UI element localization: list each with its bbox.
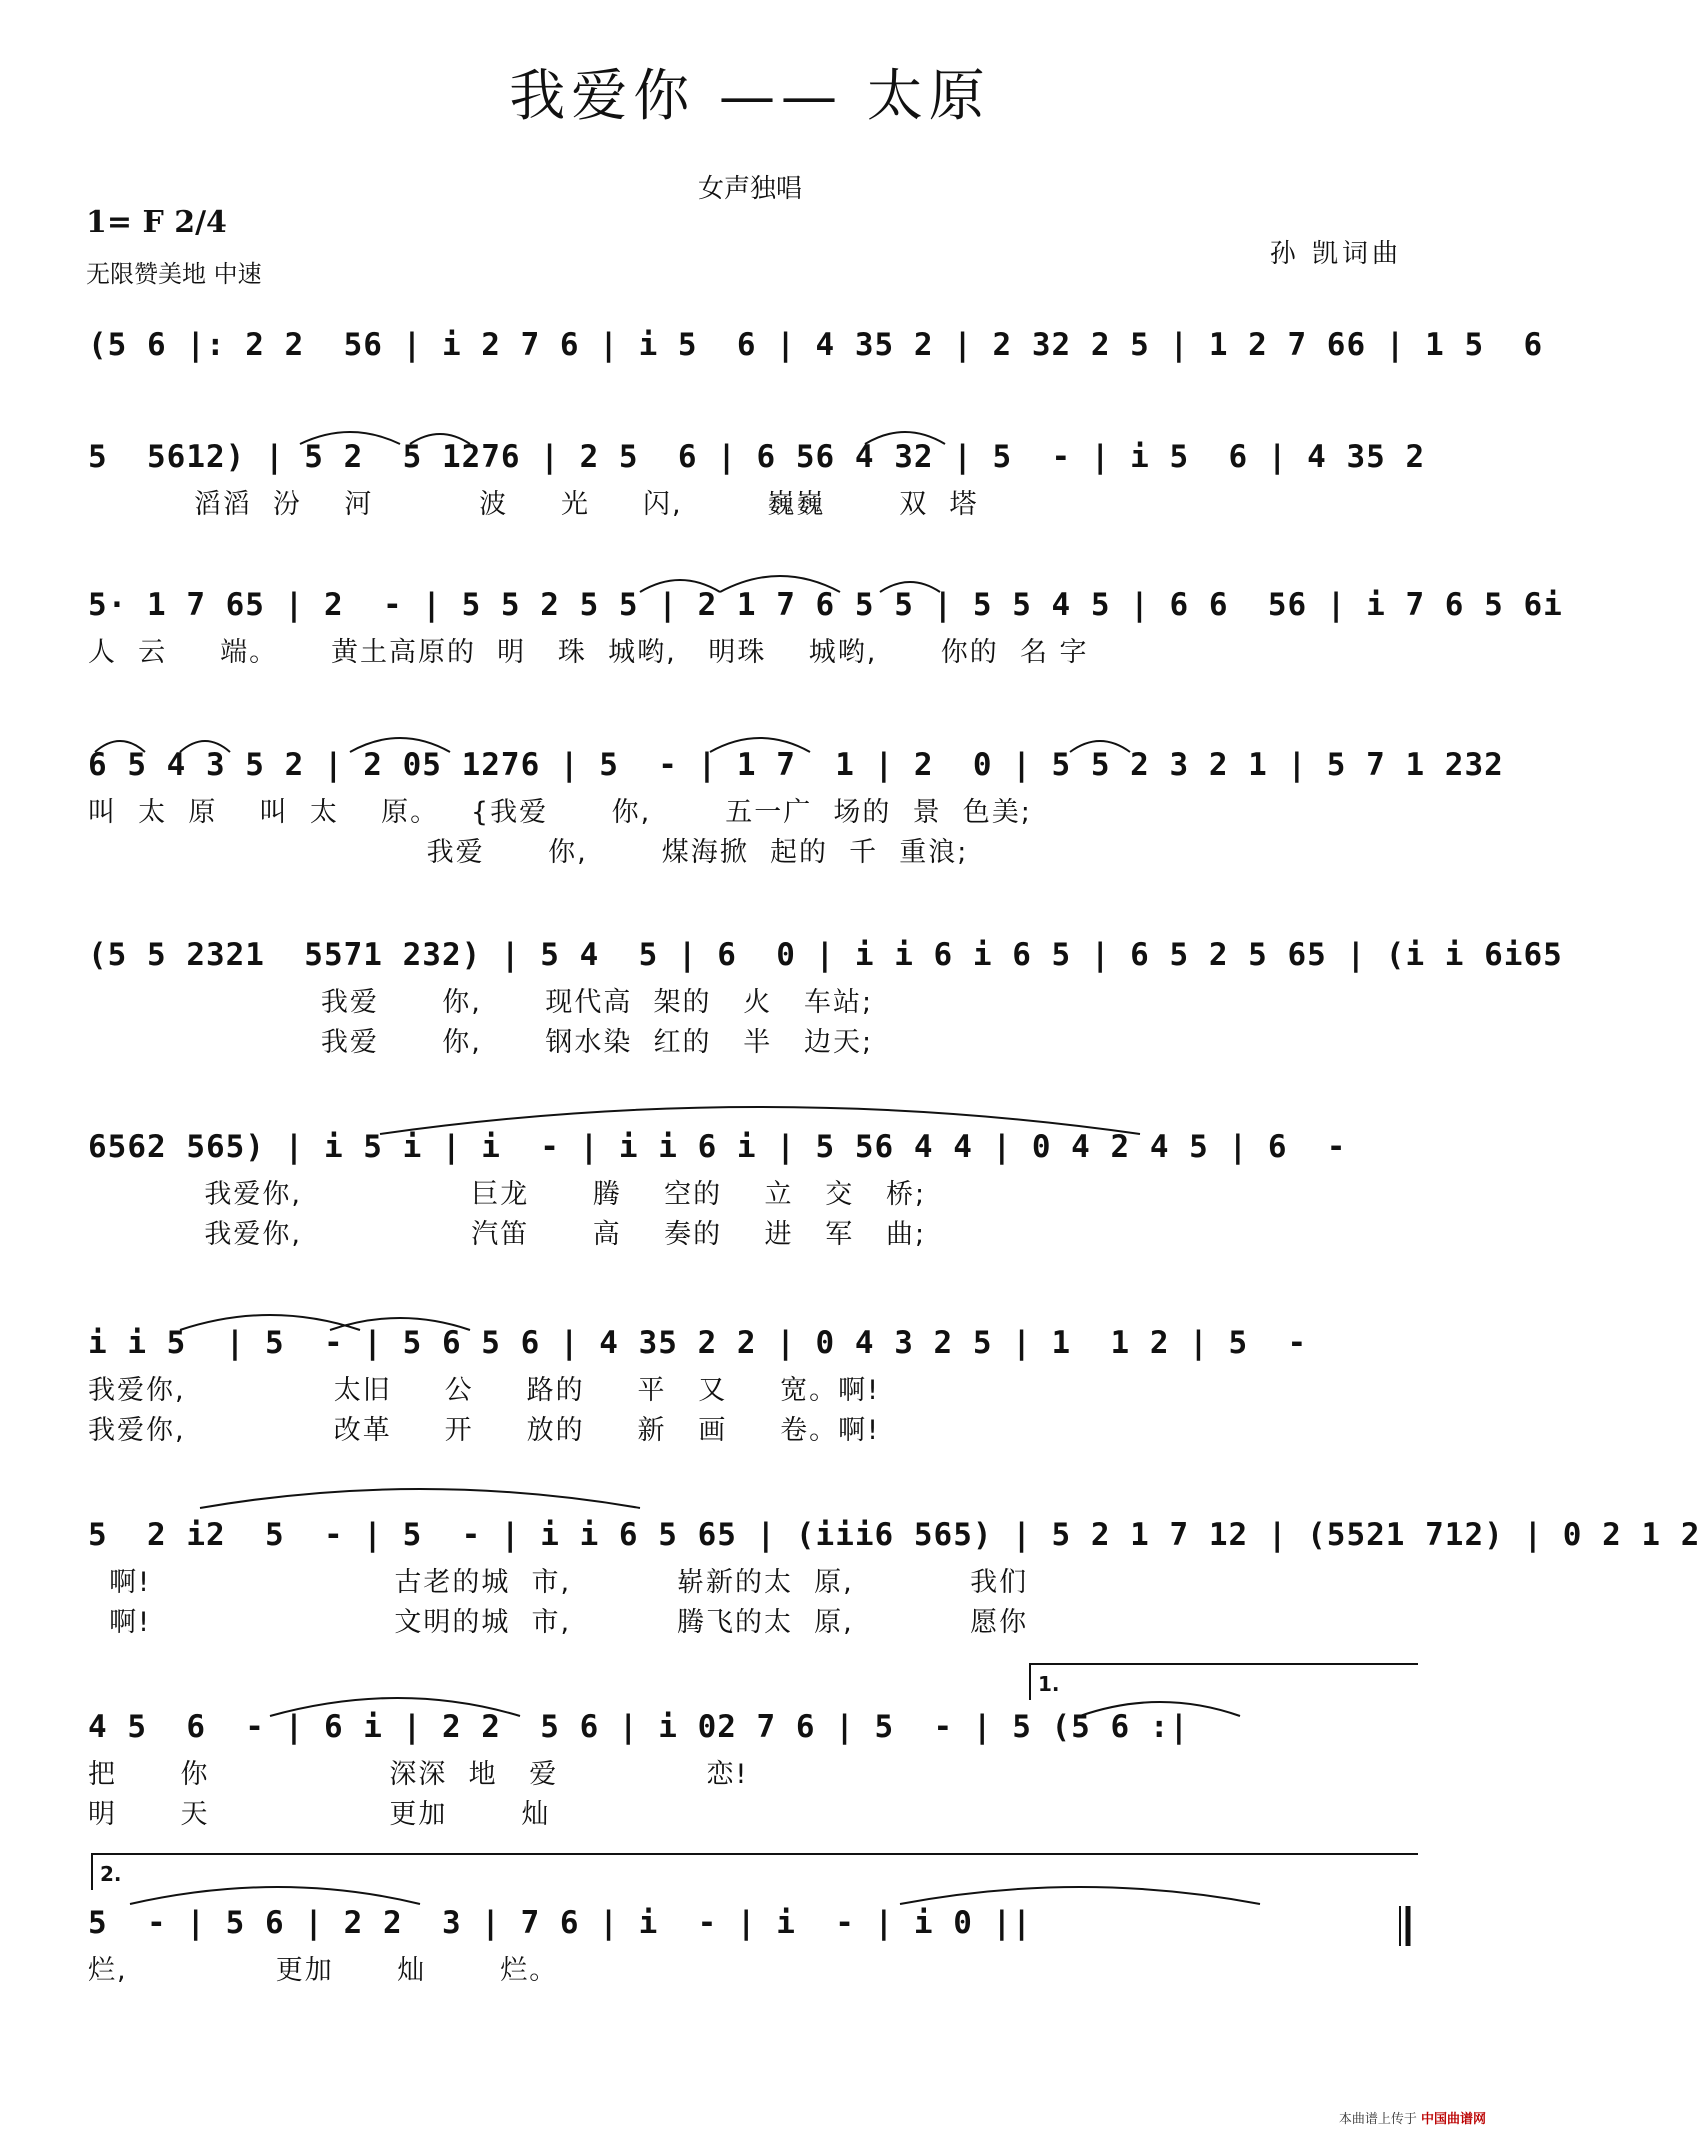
tempo-marking: 无限赞美地 中速 [86, 260, 262, 288]
slur-mark [380, 1107, 1140, 1134]
footer-upload-text: 本曲谱上传于 [1338, 2112, 1417, 2127]
lyric-line-1: 我爱你, 太旧 公 路的 平 又 宽。啊! [88, 1375, 880, 1406]
slur-mark [720, 576, 840, 592]
lyric-line-2: 我爱你, 汽笛 高 奏的 进 军 曲; [88, 1219, 927, 1250]
notes-line: 5 - | 5 6 | 2 2 3 | 7 6 | i - | i - | i 0 || [88, 1905, 1032, 1941]
lyric-line-1: 啊! 古老的城 市, 崭新的太 原, 我们 [88, 1567, 1029, 1598]
notes-line: 5 2 i2 5 - | 5 - | i i 6 5 65 | (iii6 565) | 5 2 1 7 12 | (5521 712) | 0 2 1 2 [88, 1517, 1700, 1553]
slur-mark [95, 741, 145, 752]
lyric-line-2: 我爱 你, 钢水染 红的 半 边天; [88, 1027, 874, 1058]
lyric-line-1: 我爱你, 巨龙 腾 空的 立 交 桥; [88, 1179, 927, 1210]
slur-mark [350, 738, 450, 752]
slur-mark [180, 1315, 360, 1330]
slur-mark [880, 582, 940, 592]
lyric-line-1: 我爱 你, 现代高 架的 火 车站; [88, 987, 874, 1018]
score-title: 我爱你 —— 太原 [509, 64, 991, 129]
slur-mark [200, 1489, 640, 1508]
page-footer [1339, 2108, 1486, 2127]
notes-line: 5 5612) | 5 2 5 1276 | 2 5 6 | 6 56 4 32 | 5 - | i 5 6 | 4 35 2 [88, 439, 1426, 475]
notes-line: 6 5 4 3 5 2 | 2 05 1276 | 5 - | 1 7 1 | 2 0 | 5 5 2 3 2 1 | 5 7 1 232 [88, 747, 1504, 783]
lyric-line-2: 啊! 文明的城 市, 腾飞的太 原, 愿你 [88, 1607, 1029, 1638]
footer-site-logo: 中国曲谱网 [1420, 2112, 1486, 2127]
volta-bracket-second [92, 1854, 1418, 1890]
lyric-line-1: 把 你 深深 地 爱 恋! [88, 1759, 749, 1790]
notes-line: i i 5 | 5 - | 5 6 5 6 | 4 35 2 2 | 0 4 3 2 5 | 1 1 2 | 5 - [88, 1325, 1308, 1361]
volta-second-label: 2. [100, 1862, 122, 1886]
slur-mark [710, 738, 810, 752]
slur-mark [300, 432, 400, 444]
lyric-line-2: 我爱 你, 煤海掀 起的 千 重浪; [88, 837, 969, 868]
lyric-line-1: 叫 太 原 叫 太 原。 {我爱 你, 五一广 场的 景 色美; [88, 797, 1032, 828]
notes-line: 4 5 6 - | 6 i | 2 2 5 6 | i 02 7 6 | 5 - | 5 (5 6 :| [88, 1709, 1190, 1745]
score-subtitle: 女声独唱 [697, 174, 802, 204]
slur-mark [1070, 741, 1130, 752]
slur-mark [640, 580, 720, 592]
notes-line: (5 5 2321 5571 232) | 5 4 5 | 6 0 | i i 6 i 6 5 | 6 5 2 5 65 | (i i 6i65 [88, 937, 1563, 973]
lyric-line-2: 明 天 更加 灿 [88, 1799, 551, 1830]
slur-mark [330, 1318, 470, 1330]
volta-bracket-first [1030, 1664, 1418, 1700]
notes-line: 5· 1 7 65 | 2 - | 5 5 2 5 5 | 2 1 7 6 5 5 | 5 5 4 5 | 6 6 56 | i 7 6 5 6i [88, 587, 1563, 623]
notes-line: 6562 565) | i 5 i | i - | i i 6 i | 5 56 4 4 | 0 4 2 4 5 | 6 - [88, 1129, 1347, 1165]
key-signature: 1= F 2/4 [86, 205, 227, 240]
slur-mark [410, 434, 470, 444]
lyric-line-1: 人 云 端。 黄土高原的 明 珠 城哟, 明珠 城哟, 你的 名 字 [88, 637, 1089, 668]
lyric-line-1: 烂, 更加 灿 烂。 [88, 1955, 559, 1986]
author-credit: 孙 凯词曲 [1269, 239, 1402, 269]
slur-mark [1080, 1702, 1240, 1716]
slur-mark [865, 432, 945, 444]
lyric-line-1: 滔滔 汾 河 波 光 闪, 巍巍 双 塔 [88, 489, 979, 520]
slur-mark [270, 1698, 520, 1716]
notes-line: (5 6 |: 2 2 56 | i 2 7 6 | i 5 6 | 4 35 2 | 2 32 2 5 | 1 2 7 66 | 1 5 6 [88, 327, 1544, 363]
slur-mark [180, 741, 230, 752]
volta-first-label: 1. [1038, 1672, 1060, 1696]
slur-mark [900, 1887, 1260, 1904]
slur-mark [130, 1887, 420, 1904]
lyric-line-2: 我爱你, 改革 开 放的 新 画 卷。啊! [88, 1415, 880, 1446]
